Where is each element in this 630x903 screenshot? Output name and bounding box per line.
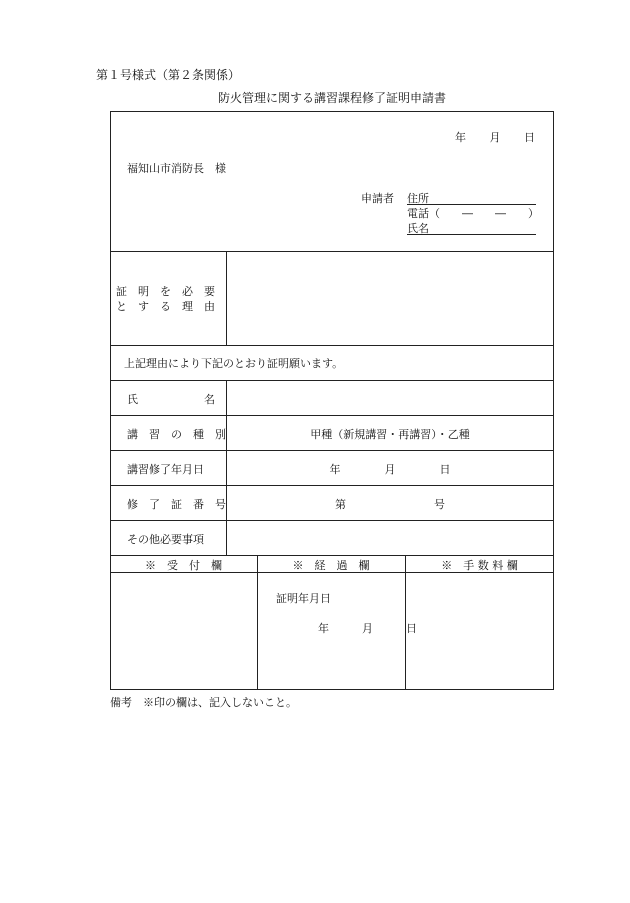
reception-header: ※ 受 付 欄 xyxy=(145,559,222,572)
form-number: 第１号様式（第２条関係） xyxy=(96,68,241,82)
phone-label: 電話（ ― ― ） xyxy=(407,207,539,220)
applicant-label: 申請者 xyxy=(361,192,394,205)
divider-8 xyxy=(110,555,554,556)
cert-date-value: 年 月 日 xyxy=(318,622,417,635)
date-year: 年 xyxy=(455,131,466,144)
divider-7 xyxy=(110,520,554,521)
page-title: 防火管理に関する講習課程修了証明申請書 xyxy=(217,91,446,105)
fee-header: ※ 手 数 料 欄 xyxy=(441,559,518,572)
divider-6 xyxy=(110,485,554,486)
reason-divider xyxy=(226,251,227,345)
reason-label xyxy=(116,284,215,314)
date-line xyxy=(455,129,535,145)
row-certificate-number-label: 修 了 証 番 号 xyxy=(127,498,226,511)
divider-3 xyxy=(110,380,554,381)
row-course-type-label: 講 習 の 種 別 xyxy=(127,428,226,441)
row-completion-date-label: 講習修了年月日 xyxy=(127,463,204,476)
date-month: 月 xyxy=(489,131,501,144)
row-course-type-value: 甲種（新規講習・再講習）・乙種 xyxy=(310,428,470,441)
divider-5 xyxy=(110,450,554,451)
row-certificate-number-value: 第 号 xyxy=(335,498,445,511)
progress-header: ※ 経 過 欄 xyxy=(292,559,370,572)
reason-label-line1: 証 明 を 必 要 xyxy=(116,285,215,298)
address-label: 住所 xyxy=(407,192,429,205)
row-other-label: その他必要事項 xyxy=(127,533,204,546)
request-text: 上記理由により下記のとおり証明願います。 xyxy=(124,357,344,370)
divider-2 xyxy=(110,345,554,346)
row-name-label: 氏 名 xyxy=(127,393,215,406)
reason-label-line2: と す る 理 由 xyxy=(116,300,215,313)
name-underline xyxy=(407,234,536,235)
addressee: 福知山市消防長 様 xyxy=(127,162,226,175)
divider-1 xyxy=(110,251,554,252)
date-day: 日 xyxy=(524,131,535,144)
row-completion-date-value: 年 月 日 xyxy=(329,463,451,476)
cert-date-label: 証明年月日 xyxy=(276,592,331,605)
note: 備考 ※印の欄は、記入しないこと。 xyxy=(110,696,297,709)
office-divider-1 xyxy=(257,555,258,690)
divider-4 xyxy=(110,415,554,416)
name-label: 氏名 xyxy=(407,222,429,235)
